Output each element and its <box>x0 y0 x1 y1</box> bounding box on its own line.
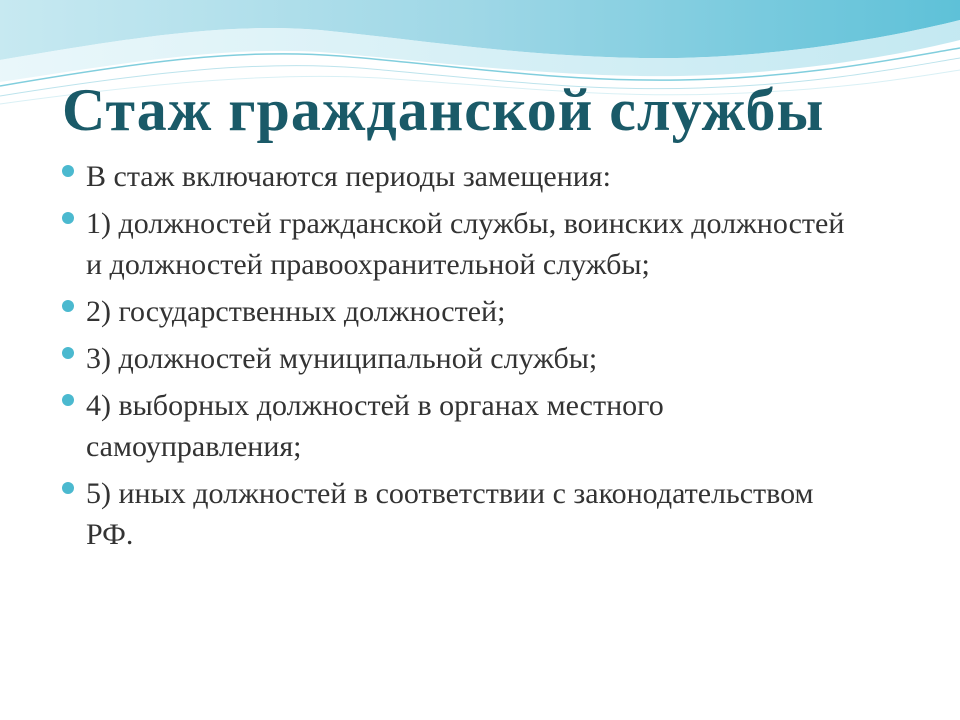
bullet-text: 2) государственных должностей; <box>86 295 506 328</box>
bullet-item <box>56 291 856 332</box>
slide-title: Стаж гражданской службы <box>62 77 825 143</box>
bullet-icon <box>62 347 74 359</box>
bullet-item <box>56 385 856 467</box>
bullet-item <box>56 338 856 379</box>
bullet-item <box>56 156 856 197</box>
bullet-icon <box>62 482 74 494</box>
bullet-icon <box>62 394 74 406</box>
bullet-text: 4) выборных должностей в органах местного самоуправления; <box>86 389 664 463</box>
bullet-text: 1) должностей гражданской службы, воинских должностей и должностей правоохранительной службы; <box>86 207 845 281</box>
bullet-item <box>56 203 856 285</box>
bullet-list <box>56 156 856 561</box>
bullet-item <box>56 473 856 555</box>
bullet-text: 3) должностей муниципальной службы; <box>86 342 598 375</box>
bullet-text: 5) иных должностей в соответствии с законодательством РФ. <box>86 477 814 551</box>
bullet-text: В стаж включаются периоды замещения: <box>86 160 611 193</box>
bullet-icon <box>62 165 74 177</box>
bullet-icon <box>62 300 74 312</box>
bullet-icon <box>62 212 74 224</box>
